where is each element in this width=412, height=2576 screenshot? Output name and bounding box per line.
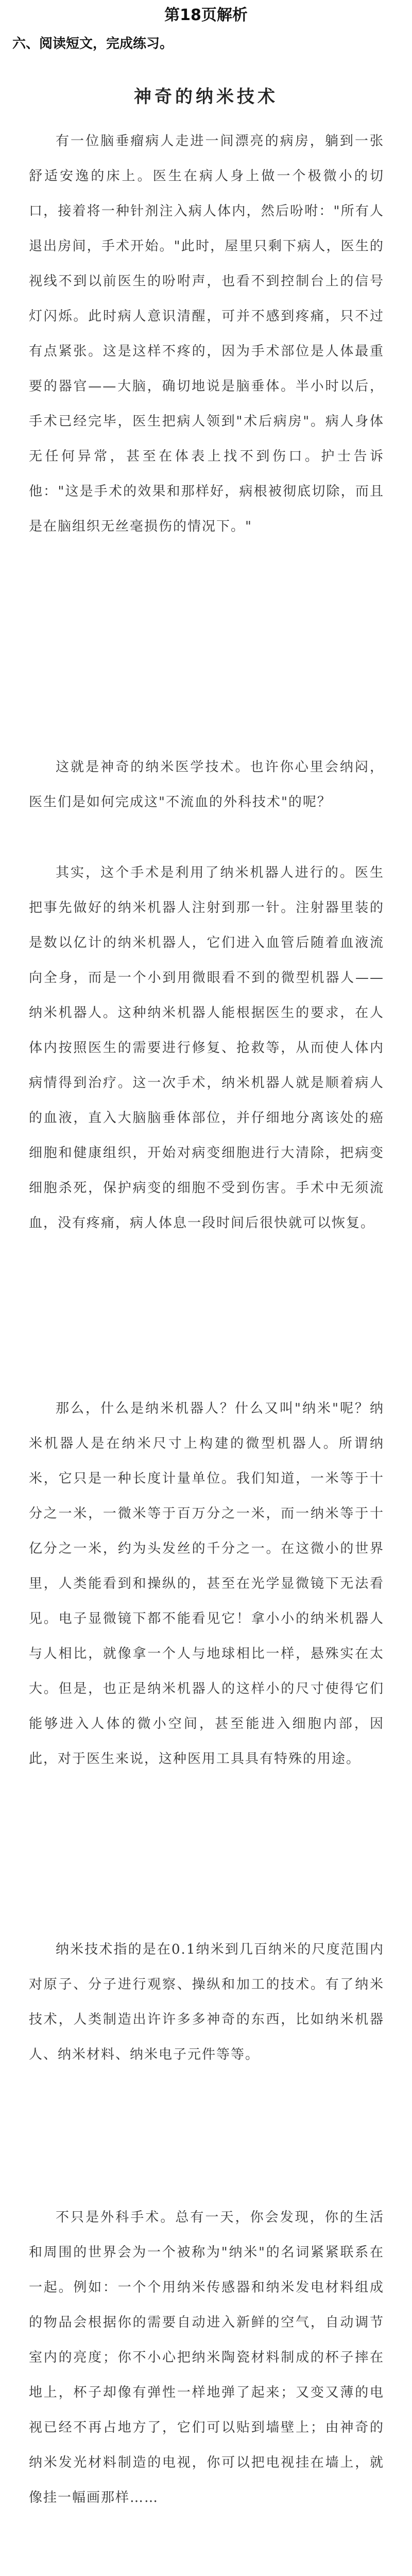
article-paragraph: 那么，什么是纳米机器人？什么又叫"纳米"呢？纳米机器人是在纳米尺寸上构建的微型机器人。所谓纳米，它只是一种长度计量单位。我们知道，一米等于十分之一米，一微米等于百万分之一米，而一纳米等于十亿分之一米，约为头发丝的千分之一。在这微小的世界里，人类能看到和操纵的，甚至在光学显微镜下无法看见。电子显微镜下都不能看见它！拿小小的纳米机器人与人相比，就像拿一个人与地球相比一样，悬殊实在太大。但是，也正是纳米机器人的这样小的尺寸使得它们能够进入人体的微小空间，甚至能进入细胞内部，因此，对于医生来说，这种医用工具具有特殊的用途。	[29, 1401, 384, 1767]
section-title: 六、阅读短文，完成练习。	[12, 36, 174, 52]
article-paragraph: 有一位脑垂瘤病人走进一间漂亮的病房，躺到一张舒适安逸的床上。医生在病人身上做一个极微小的切口，接着将一种针剂注入病人体内，然后吩咐："所有人退出房间，手术开始。"此时，屋里只剩下病人，医生的视线不到以前医生的吩咐声，也看不到控制台上的信号灯闪烁。此时病人意识清醒，可并不感到疼痛，只不过有点紧张。这是这样不疼的，因为手术部位是人体最重要的器官——大脑，确切地说是脑垂体。半小时以后，手术已经完毕，医生把病人领到"术后病房"。病人身体无任何异常，甚至在体表上找不到伤口。护士告诉他："这是手术的效果和那样好，病根被彻底切除，而且是在脑组织无丝毫损伤的情况下。"	[29, 133, 384, 534]
article-paragraph: 纳米技术指的是在0.1纳米到几百纳米的尺度范围内对原子、分子进行观察、操纵和加工的技术。有了纳米技术，人类制造出许许多多神奇的东西，比如纳米机器人、纳米材料、纳米电子元件等等。	[29, 1942, 384, 2062]
page-title: 第18页解析	[164, 6, 248, 24]
article-paragraph: 这就是神奇的纳米医学技术。也许你心里会纳闷，医生们是如何完成这"不流血的外科技术"的呢？	[29, 759, 384, 810]
article-paragraph: 不只是外科手术。总有一天，你会发现，你的生活和周围的世界会为一个被称为"纳米"的名词紧紧联系在一起。例如：一个个用纳米传感器和纳米发电材料组成的物品会根据你的需要自动进入新鲜的空气，自动调节室内的亮度；你不小心把纳米陶瓷材料制成的杯子摔在地上，杯子却像有弹性一样地弹了起来；又变又薄的电视已经不再占地方了，它们可以贴到墙壁上；由神奇的纳米发光材料制造的电视，你可以把电视挂在墙上，就像挂一幅画那样……	[29, 2210, 384, 2505]
article-paragraph: 其实，这个手术是利用了纳米机器人进行的。医生把事先做好的纳米机器人注射到那一针。注射器里装的是数以亿计的纳米机器人，它们进入血管后随着血液流向全身，而是一个小到用微眼看不到的微型机器人——纳米机器人。这种纳米机器人能根据医生的要求，在人体内按照医生的需要进行修复、抢救等，从而使人体内病情得到治疗。这一次手术，纳米机器人就是顺着病人的血液，直入大脑脑垂体部位，并仔细地分离该处的癌细胞和健康组织，开始对病变细胞进行大清除，把病变细胞杀死，保护病变的细胞不受到伤害。手术中无须流血，没有疼痛，病人体息一段时间后很快就可以恢复。	[29, 865, 384, 1231]
article-title: 神奇的纳米技术	[134, 87, 278, 107]
